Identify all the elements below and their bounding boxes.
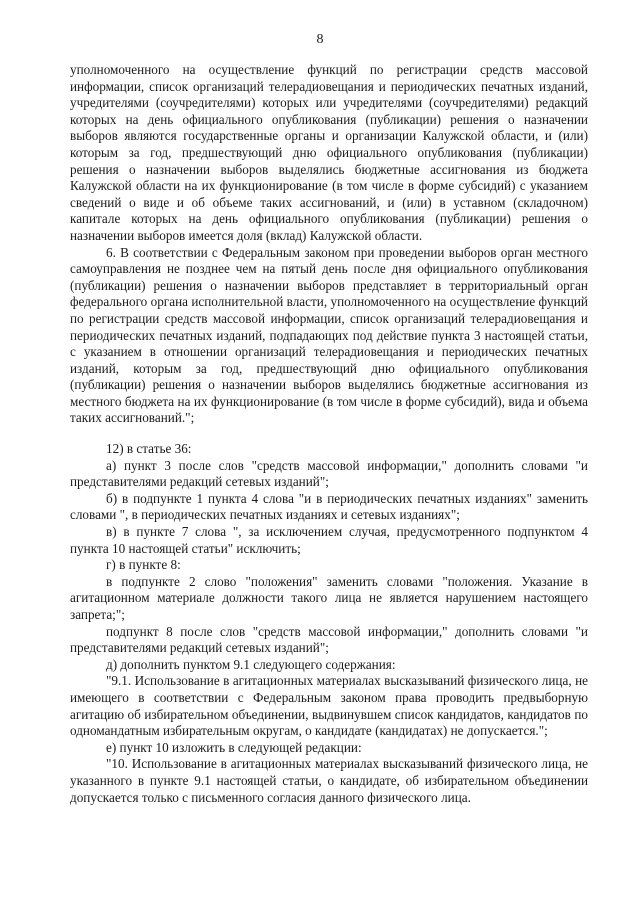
paragraph-clause-9-1: "9.1. Использование в агитационных материалах высказываний физического лица, не имеющего в соответствии с Федеральным законом права проводить предвыборную агитацию об избирательном объединении, выдвинувшем список кандидатов, кандидатов по одномандатным избирательным округам, о кандидате (кандидатах) не допускается."; [70, 673, 588, 739]
paragraph-subitem-8: подпункт 8 после слов "средств массовой информации," дополнить словами "и представителями редакций сетевых изданий"; [70, 623, 588, 656]
page-number: 8 [316, 32, 324, 47]
paragraph-item-e: е) пункт 10 изложить в следующей редакции: [106, 739, 362, 755]
paragraph-clause-10: "10. Использование в агитационных материалах высказываний физического лица, не указанного в пункте 9.1 настоящей статьи, о кандидате, об избирательном объединении допускается только с письменного согласия данного физического лица. [70, 756, 588, 805]
paragraph-list-description: уполномоченного на осуществление функций по регистрации средств массовой информации, список организаций телерадиовещания и периодических печатных изданий, учредителями (соучредителями) которых или учредителями (соучредителями) редакций которых на день официального опубликования (публикации) решения о назначении выборов являются государственные органы и организации Калужской области, и (или) которым за год, предшествующий дню официального опубликования (публикации) решения о назначении выборов выделялись бюджетные ассигнования из бюджета Калужской области на их функционирование (в том числе в форме субсидий) с указанием сведений о виде и об объеме таких ассигнований, и (или) в уставном (складочном) капитале которых на день официального опубликования (публикации) решения о назначении выборов имеется доля (вклад) Калужской области. [70, 62, 588, 243]
paragraph-item-b: б) в подпункте 1 пункта 4 слова "и в периодических печатных изданиях" заменить словами ", в периодических печатных изданиях и сетевых изданиях"; [70, 490, 588, 523]
paragraph-item-g: г) в пункте 8: [106, 557, 181, 573]
paragraph-article-36: 12) в статье 36: [106, 441, 192, 457]
paragraph-item-v: в) в пункте 7 слова ", за исключением случая, предусмотренного подпунктом 4 пункта 10 настоящей статьи" исключить; [70, 524, 588, 556]
paragraph-item-d: д) дополнить пунктом 9.1 следующего содержания: [106, 656, 396, 672]
paragraph-item-a: а) пункт 3 после слов "средств массовой информации," дополнить словами "и представителями редакций сетевых изданий"; [70, 457, 588, 490]
document-body [70, 62, 588, 806]
paragraph-clause-6: 6. В соответствии с Федеральным законом при проведении выборов орган местного самоуправления не позднее чем на пятый день после дня официального опубликования (публикации) решения о назначении выборов представляет в территориальный орган федерального органа исполнительной власти, уполномоченного на осуществление функций по регистрации средств массовой информации, список организаций телерадиовещания и периодических печатных изданий, подпадающих под действие пункта 3 настоящей статьи, с указанием в отношении организаций телерадиовещания и периодических печатных изданий, которым за год, предшествующий дню официального опубликования (публикации) решения о назначении выборов выделялись бюджетные ассигнования из местного бюджета на их функционирование (в том числе в форме субсидий), вида и объема таких ассигнований."; [70, 244, 588, 426]
paragraph-subitem-2: в подпункте 2 слово "положения" заменить словами "положения. Указание в агитационном материале должности такого лица не является нарушением настоящего запрета;"; [70, 573, 588, 622]
